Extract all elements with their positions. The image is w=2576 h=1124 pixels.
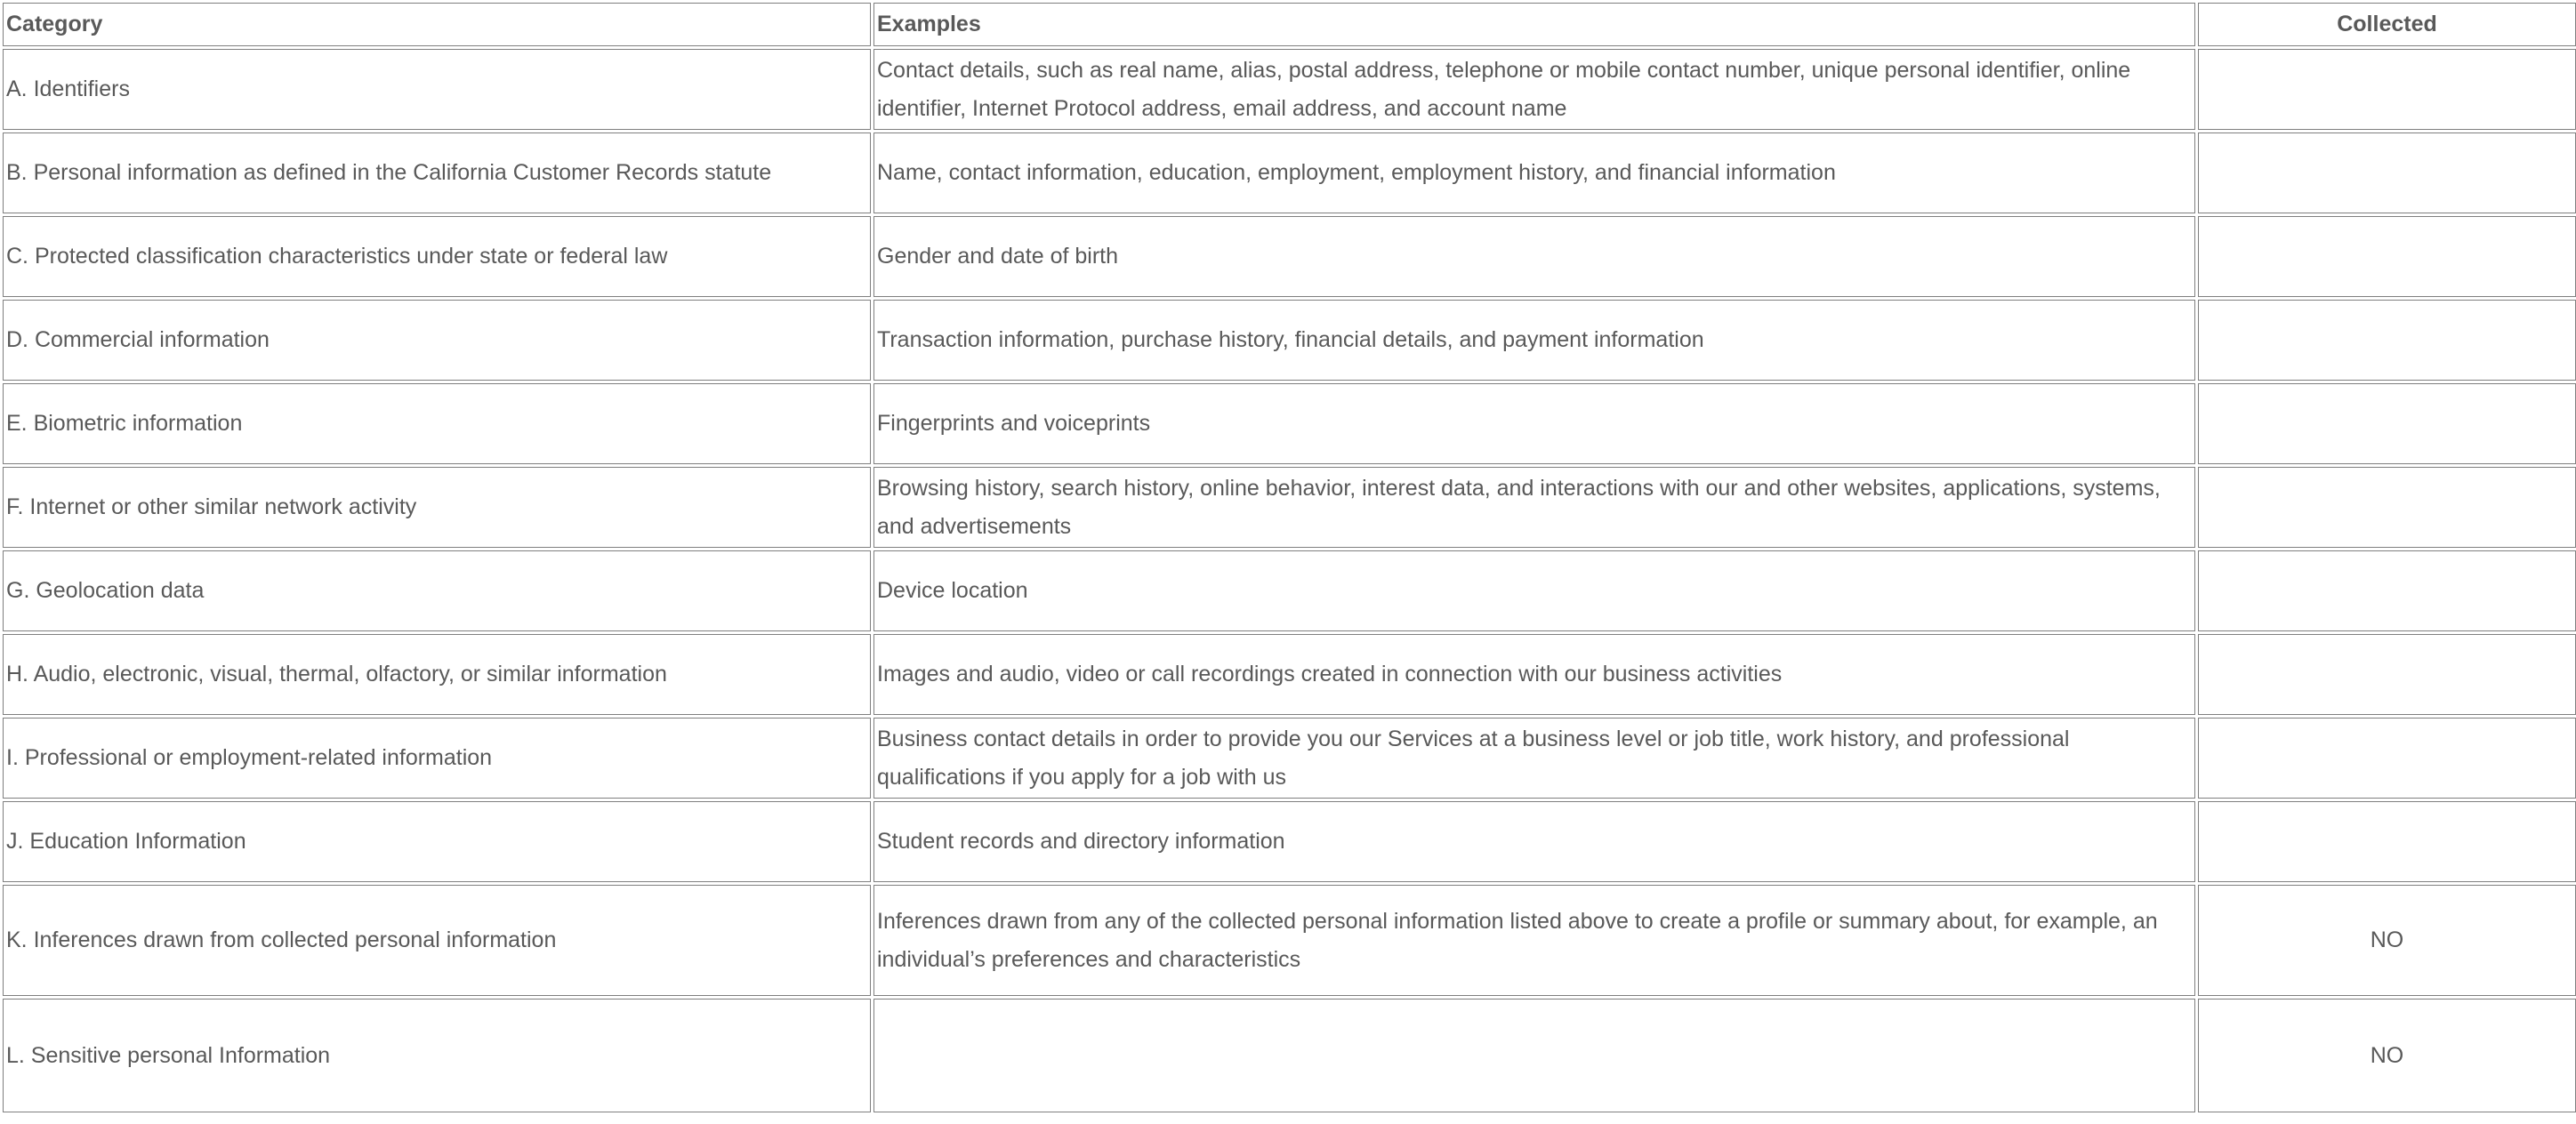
category-cell: E. Biometric information — [3, 383, 871, 464]
collected-cell — [2198, 49, 2576, 130]
category-cell: F. Internet or other similar network activity — [3, 467, 871, 548]
category-cell: L. Sensitive personal Information — [3, 999, 871, 1112]
examples-cell: Fingerprints and voiceprints — [873, 383, 2195, 464]
collected-cell — [2198, 634, 2576, 715]
category-cell: J. Education Information — [3, 801, 871, 882]
table-row — [3, 634, 2576, 715]
examples-cell: Browsing history, search history, online behavior, interest data, and interactions with our and other websites, applications, systems, and advertisements — [873, 467, 2195, 548]
category-column-header: Category — [3, 3, 871, 46]
examples-cell: Gender and date of birth — [873, 216, 2195, 297]
collected-cell — [2198, 801, 2576, 882]
header-row — [3, 3, 2576, 46]
table-header — [3, 3, 2576, 46]
category-cell: G. Geolocation data — [3, 550, 871, 631]
table-row — [3, 885, 2576, 996]
table-row — [3, 467, 2576, 548]
collected-cell: NO — [2198, 885, 2576, 996]
collected-cell — [2198, 467, 2576, 548]
table-row — [3, 383, 2576, 464]
category-cell: D. Commercial information — [3, 300, 871, 381]
collected-cell — [2198, 132, 2576, 213]
examples-cell: Inferences drawn from any of the collected personal information listed above to create a profile or summary about, for example, an individual’s preferences and characteristics — [873, 885, 2195, 996]
examples-cell: Images and audio, video or call recordings created in connection with our business activities — [873, 634, 2195, 715]
category-cell: I. Professional or employment-related information — [3, 718, 871, 799]
collected-cell — [2198, 718, 2576, 799]
examples-cell: Transaction information, purchase history, financial details, and payment information — [873, 300, 2195, 381]
examples-cell: Name, contact information, education, employment, employment history, and financial information — [873, 132, 2195, 213]
collected-column-header: Collected — [2198, 3, 2576, 46]
table-row — [3, 550, 2576, 631]
table-row — [3, 999, 2576, 1112]
collected-cell — [2198, 550, 2576, 631]
category-cell: C. Protected classification characteristics under state or federal law — [3, 216, 871, 297]
table-row — [3, 49, 2576, 130]
collected-cell — [2198, 383, 2576, 464]
collected-cell — [2198, 300, 2576, 381]
examples-column-header: Examples — [873, 3, 2195, 46]
examples-cell — [873, 999, 2195, 1112]
category-cell: A. Identifiers — [3, 49, 871, 130]
table-row — [3, 801, 2576, 882]
table-body — [3, 49, 2576, 1112]
table-row — [3, 300, 2576, 381]
table-row — [3, 132, 2576, 213]
collected-cell: NO — [2198, 999, 2576, 1112]
category-cell: B. Personal information as defined in the California Customer Records statute — [3, 132, 871, 213]
collected-cell — [2198, 216, 2576, 297]
category-cell: K. Inferences drawn from collected personal information — [3, 885, 871, 996]
table-row — [3, 718, 2576, 799]
examples-cell: Contact details, such as real name, alias, postal address, telephone or mobile contact number, unique personal identifier, online identifier, Internet Protocol address, email address, and account name — [873, 49, 2195, 130]
table-row — [3, 216, 2576, 297]
examples-cell: Device location — [873, 550, 2195, 631]
category-cell: H. Audio, electronic, visual, thermal, olfactory, or similar information — [3, 634, 871, 715]
examples-cell: Student records and directory information — [873, 801, 2195, 882]
examples-cell: Business contact details in order to provide you our Services at a business level or job title, work history, and professional qualifications if you apply for a job with us — [873, 718, 2195, 799]
